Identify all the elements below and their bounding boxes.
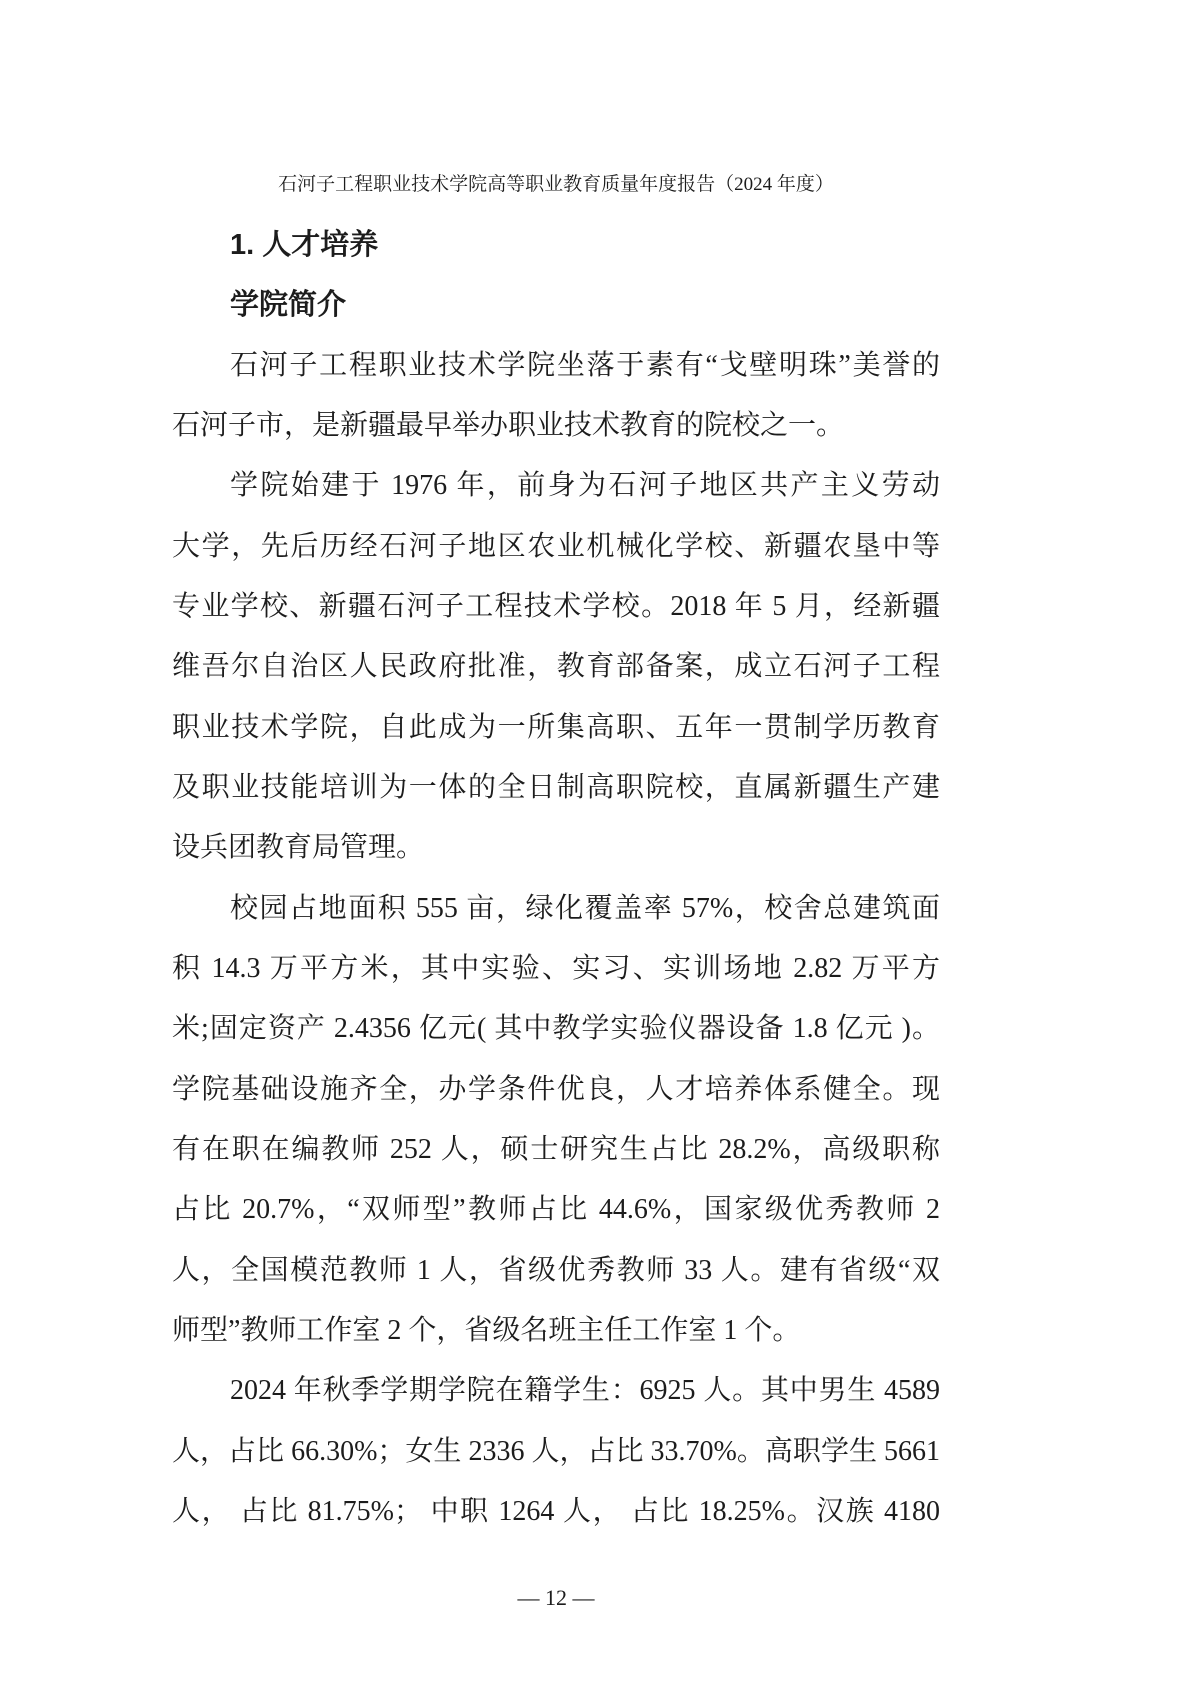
page-header-title: 石河子工程职业技术学院高等职业教育质量年度报告（2024 年度） — [278, 174, 834, 195]
paragraph-line: 专业学校、新疆石河子工程技术学校。2018 年 5 月，经新疆 — [172, 590, 940, 622]
subsection-heading: 学院简介 — [230, 289, 347, 322]
paragraph-line: 人，全国模范教师 1 人，省级优秀教师 33 人。建有省级“双 — [172, 1254, 940, 1286]
paragraph-line: 师型”教师工作室 2 个，省级名班主任工作室 1 个。 — [172, 1314, 801, 1346]
paragraph-line: 石河子工程职业技术学院坐落于素有“戈壁明珠”美誉的 — [230, 349, 940, 381]
paragraph-line: 职业技术学院，自此成为一所集高职、五年一贯制学历教育 — [172, 711, 940, 743]
paragraph-line: 有在职在编教师 252 人，硕士研究生占比 28.2%，高级职称 — [172, 1133, 940, 1165]
paragraph-line: 大学，先后历经石河子地区农业机械化学校、新疆农垦中等 — [172, 530, 940, 562]
section-heading: 1. 人才培养 — [230, 229, 379, 261]
paragraph-intro — [172, 336, 940, 457]
paragraph-line: 学院基础设施齐全，办学条件优良，人才培养体系健全。现 — [172, 1073, 940, 1105]
paragraph-line: 设兵团教育局管理。 — [172, 832, 425, 864]
paragraph-campus — [172, 879, 940, 1362]
paragraph-line: 占比 20.7%，“双师型”教师占比 44.6%，国家级优秀教师 2 — [172, 1194, 940, 1226]
paragraph-line: 及职业技能培训为一体的全日制高职院校，直属新疆生产建 — [172, 771, 940, 803]
paragraph-line: 学院始建于 1976 年，前身为石河子地区共产主义劳动 — [230, 470, 940, 502]
paragraph-line: 人，占比 66.30%；女生 2336 人，占比 33.70%。高职学生 5661 — [172, 1435, 940, 1467]
paragraph-line: 人， 占比 81.75%； 中职 1264 人， 占比 18.25%。汉族 4180 — [172, 1495, 940, 1527]
page-number: — 12 — — [517, 1585, 595, 1610]
paragraph-line: 米;固定资产 2.4356 亿元( 其中教学实验仪器设备 1.8 亿元 )。 — [172, 1013, 940, 1045]
paragraph-line: 积 14.3 万平方米，其中实验、实习、实训场地 2.82 万平方 — [172, 952, 940, 984]
paragraph-line: 石河子市，是新疆最早举办职业技术教育的院校之一。 — [172, 409, 845, 441]
paragraph-students — [172, 1361, 940, 1542]
paragraph-line: 校园占地面积 555 亩，绿化覆盖率 57%，校舍总建筑面 — [230, 892, 940, 924]
paragraph-line: 2024 年秋季学期学院在籍学生：6925 人。其中男生 4589 — [230, 1375, 940, 1407]
paragraph-line: 维吾尔自治区人民政府批准，教育部备案，成立石河子工程 — [172, 651, 940, 683]
paragraph-history — [172, 456, 940, 878]
document-body — [172, 215, 940, 1542]
